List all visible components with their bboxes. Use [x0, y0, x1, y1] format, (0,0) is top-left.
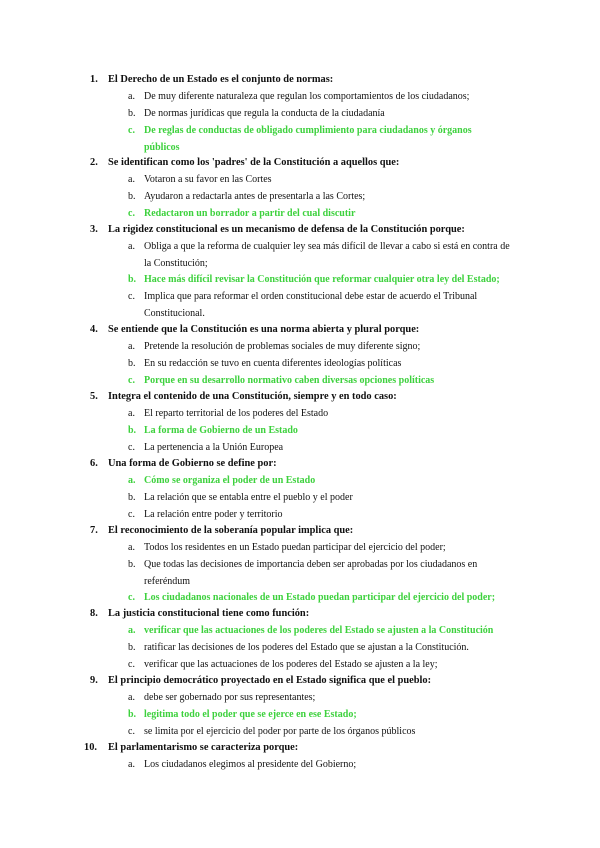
option-6a-correct [128, 473, 516, 490]
question-9 [90, 673, 431, 689]
option-3c [128, 289, 516, 322]
option-text: se limita por el ejercicio del poder por parte de los órganos públicos [144, 726, 416, 737]
option-letter: a. [128, 174, 135, 185]
option-text: De reglas de conductas de obligado cumplimiento para ciudadanos y órganos públicos [144, 125, 472, 153]
option-4c-correct [128, 373, 516, 390]
option-1c-correct [128, 123, 504, 156]
option-text: La relación entre poder y territorio [144, 509, 283, 520]
question-4 [90, 322, 419, 338]
option-text: Que todas las decisiones de importancia deben ser aprobadas por los ciudadanos en referéndum [144, 559, 478, 587]
option-text: Ayudaron a redactarla antes de presentarla a las Cortes; [144, 191, 366, 202]
question-text: Se entiende que la Constitución es una norma abierta y plural porque: [108, 324, 420, 335]
option-letter: a. [128, 625, 136, 636]
question-text: El parlamentarismo se caracteriza porque: [108, 742, 299, 753]
option-letter: b. [128, 492, 136, 503]
question-10 [84, 740, 298, 756]
option-text: Porque en su desarrollo normativo caben diversas opciones políticas [144, 375, 435, 386]
option-5b-correct [128, 423, 516, 440]
option-text: ratificar las decisiones de los poderes del Estado que se ajustan a la Constitución. [144, 642, 469, 653]
question-text: La rigidez constitucional es un mecanismo de defensa de la Constitución porque: [108, 224, 465, 235]
option-letter: a. [128, 341, 135, 352]
option-letter: c. [128, 659, 135, 670]
question-text: Se identifican como los 'padres' de la Constitución a aquellos que: [108, 157, 400, 168]
question-6 [90, 456, 277, 472]
question-number: 5. [90, 391, 98, 402]
question-text: El reconocimiento de la soberanía popular implica que: [108, 525, 354, 536]
option-7c-correct [128, 590, 544, 607]
question-8 [90, 606, 309, 622]
option-text: verificar que las actuaciones de los poderes del Estado se ajusten a la Constitución [144, 625, 494, 636]
option-4a [128, 339, 516, 356]
option-text: Los ciudadanos elegimos al presidente del Gobierno; [144, 759, 357, 770]
option-letter: a. [128, 542, 135, 553]
option-letter: a. [128, 241, 135, 252]
option-text: Votaron a su favor en las Cortes [144, 174, 272, 185]
option-3b-correct [128, 272, 544, 289]
question-text: El Derecho de un Estado es el conjunto de normas: [108, 74, 334, 85]
option-text: De normas jurídicas que regula la conducta de la ciudadanía [144, 108, 385, 119]
option-letter: a. [128, 475, 136, 486]
question-text: La justicia constitucional tiene como función: [108, 608, 310, 619]
option-text: Pretende la resolución de problemas sociales de muy diferente signo; [144, 341, 421, 352]
question-text: Una forma de Gobierno se define por: [108, 458, 277, 469]
option-10a [128, 757, 516, 774]
option-5a [128, 406, 516, 423]
option-5c [128, 440, 516, 457]
option-text: Los ciudadanos nacionales de un Estado puedan participar del ejercicio del poder; [144, 592, 496, 603]
option-letter: c. [128, 442, 135, 453]
option-7b [128, 557, 516, 590]
option-text: verificar que las actuaciones de los poderes del Estado se ajusten a la ley; [144, 659, 438, 670]
question-number: 3. [90, 224, 98, 235]
option-text: La relación que se entabla entre el pueblo y el poder [144, 492, 353, 503]
option-text: Hace más difícil revisar la Constitución que reformar cualquier otra ley del Estado; [144, 274, 500, 285]
option-text: La forma de Gobierno de un Estado [144, 425, 298, 436]
option-letter: c. [128, 125, 135, 136]
option-letter: c. [128, 509, 135, 520]
option-letter: c. [128, 592, 135, 603]
option-2a [128, 172, 516, 189]
option-9c [128, 724, 516, 741]
question-number: 9. [90, 675, 98, 686]
option-text: El reparto territorial de los poderes del Estado [144, 408, 329, 419]
option-8b [128, 640, 516, 657]
option-2b [128, 189, 516, 206]
option-letter: a. [128, 408, 135, 419]
question-5 [90, 389, 397, 405]
question-text: Integra el contenido de una Constitución, siempre y en todo caso: [108, 391, 397, 402]
question-2 [90, 155, 399, 171]
option-4b [128, 356, 516, 373]
option-letter: b. [128, 358, 136, 369]
option-letter: c. [128, 291, 135, 302]
option-letter: c. [128, 208, 135, 219]
option-letter: b. [128, 559, 136, 570]
question-number: 6. [90, 458, 98, 469]
question-number: 7. [90, 525, 98, 536]
option-9a [128, 690, 516, 707]
question-3 [90, 222, 465, 238]
option-letter: a. [128, 759, 135, 770]
option-text: De muy diferente naturaleza que regulan los comportamientos de los ciudadanos; [144, 91, 470, 102]
option-8a-correct [128, 623, 544, 640]
option-letter: b. [128, 108, 136, 119]
option-9b-correct [128, 707, 516, 724]
option-1b [128, 106, 516, 123]
option-letter: c. [128, 726, 135, 737]
question-7 [90, 523, 353, 539]
question-text: El principio democrático proyectado en el Estado significa que el pueblo: [108, 675, 432, 686]
option-text: legitima todo el poder que se ejerce en ese Estado; [144, 709, 357, 720]
option-text: Todos los residentes en un Estado puedan participar del ejercicio del poder; [144, 542, 446, 553]
option-text: Implica que para reformar el orden constitucional debe estar de acuerdo el Tribunal Constitucional. [144, 291, 478, 319]
question-number: 1. [90, 74, 98, 85]
option-letter: b. [128, 425, 137, 436]
option-3a [128, 239, 516, 272]
option-text: Cómo se organiza el poder de un Estado [144, 475, 316, 486]
option-7a [128, 540, 516, 557]
option-letter: b. [128, 642, 136, 653]
question-number: 4. [90, 324, 98, 335]
option-6c [128, 507, 516, 524]
question-number: 2. [90, 157, 98, 168]
option-1a [128, 89, 516, 106]
option-letter: b. [128, 191, 136, 202]
question-number: 10. [84, 742, 97, 753]
option-text: Obliga a que la reforma de cualquier ley sea más difícil de llevar a cabo si está en contra de la Constitución; [144, 241, 510, 269]
option-letter: a. [128, 91, 135, 102]
option-text: Redactaron un borrador a partir del cual discutir [144, 208, 356, 219]
option-2c-correct [128, 206, 516, 223]
question-1 [90, 72, 333, 88]
question-number: 8. [90, 608, 98, 619]
option-letter: b. [128, 274, 137, 285]
option-text: La pertenencia a la Unión Europea [144, 442, 284, 453]
option-text: En su redacción se tuvo en cuenta diferentes ideologías políticas [144, 358, 402, 369]
option-6b [128, 490, 516, 507]
option-text: debe ser gobernado por sus representantes; [144, 692, 316, 703]
option-letter: b. [128, 709, 137, 720]
option-8c [128, 657, 516, 674]
option-letter: a. [128, 692, 135, 703]
option-letter: c. [128, 375, 135, 386]
